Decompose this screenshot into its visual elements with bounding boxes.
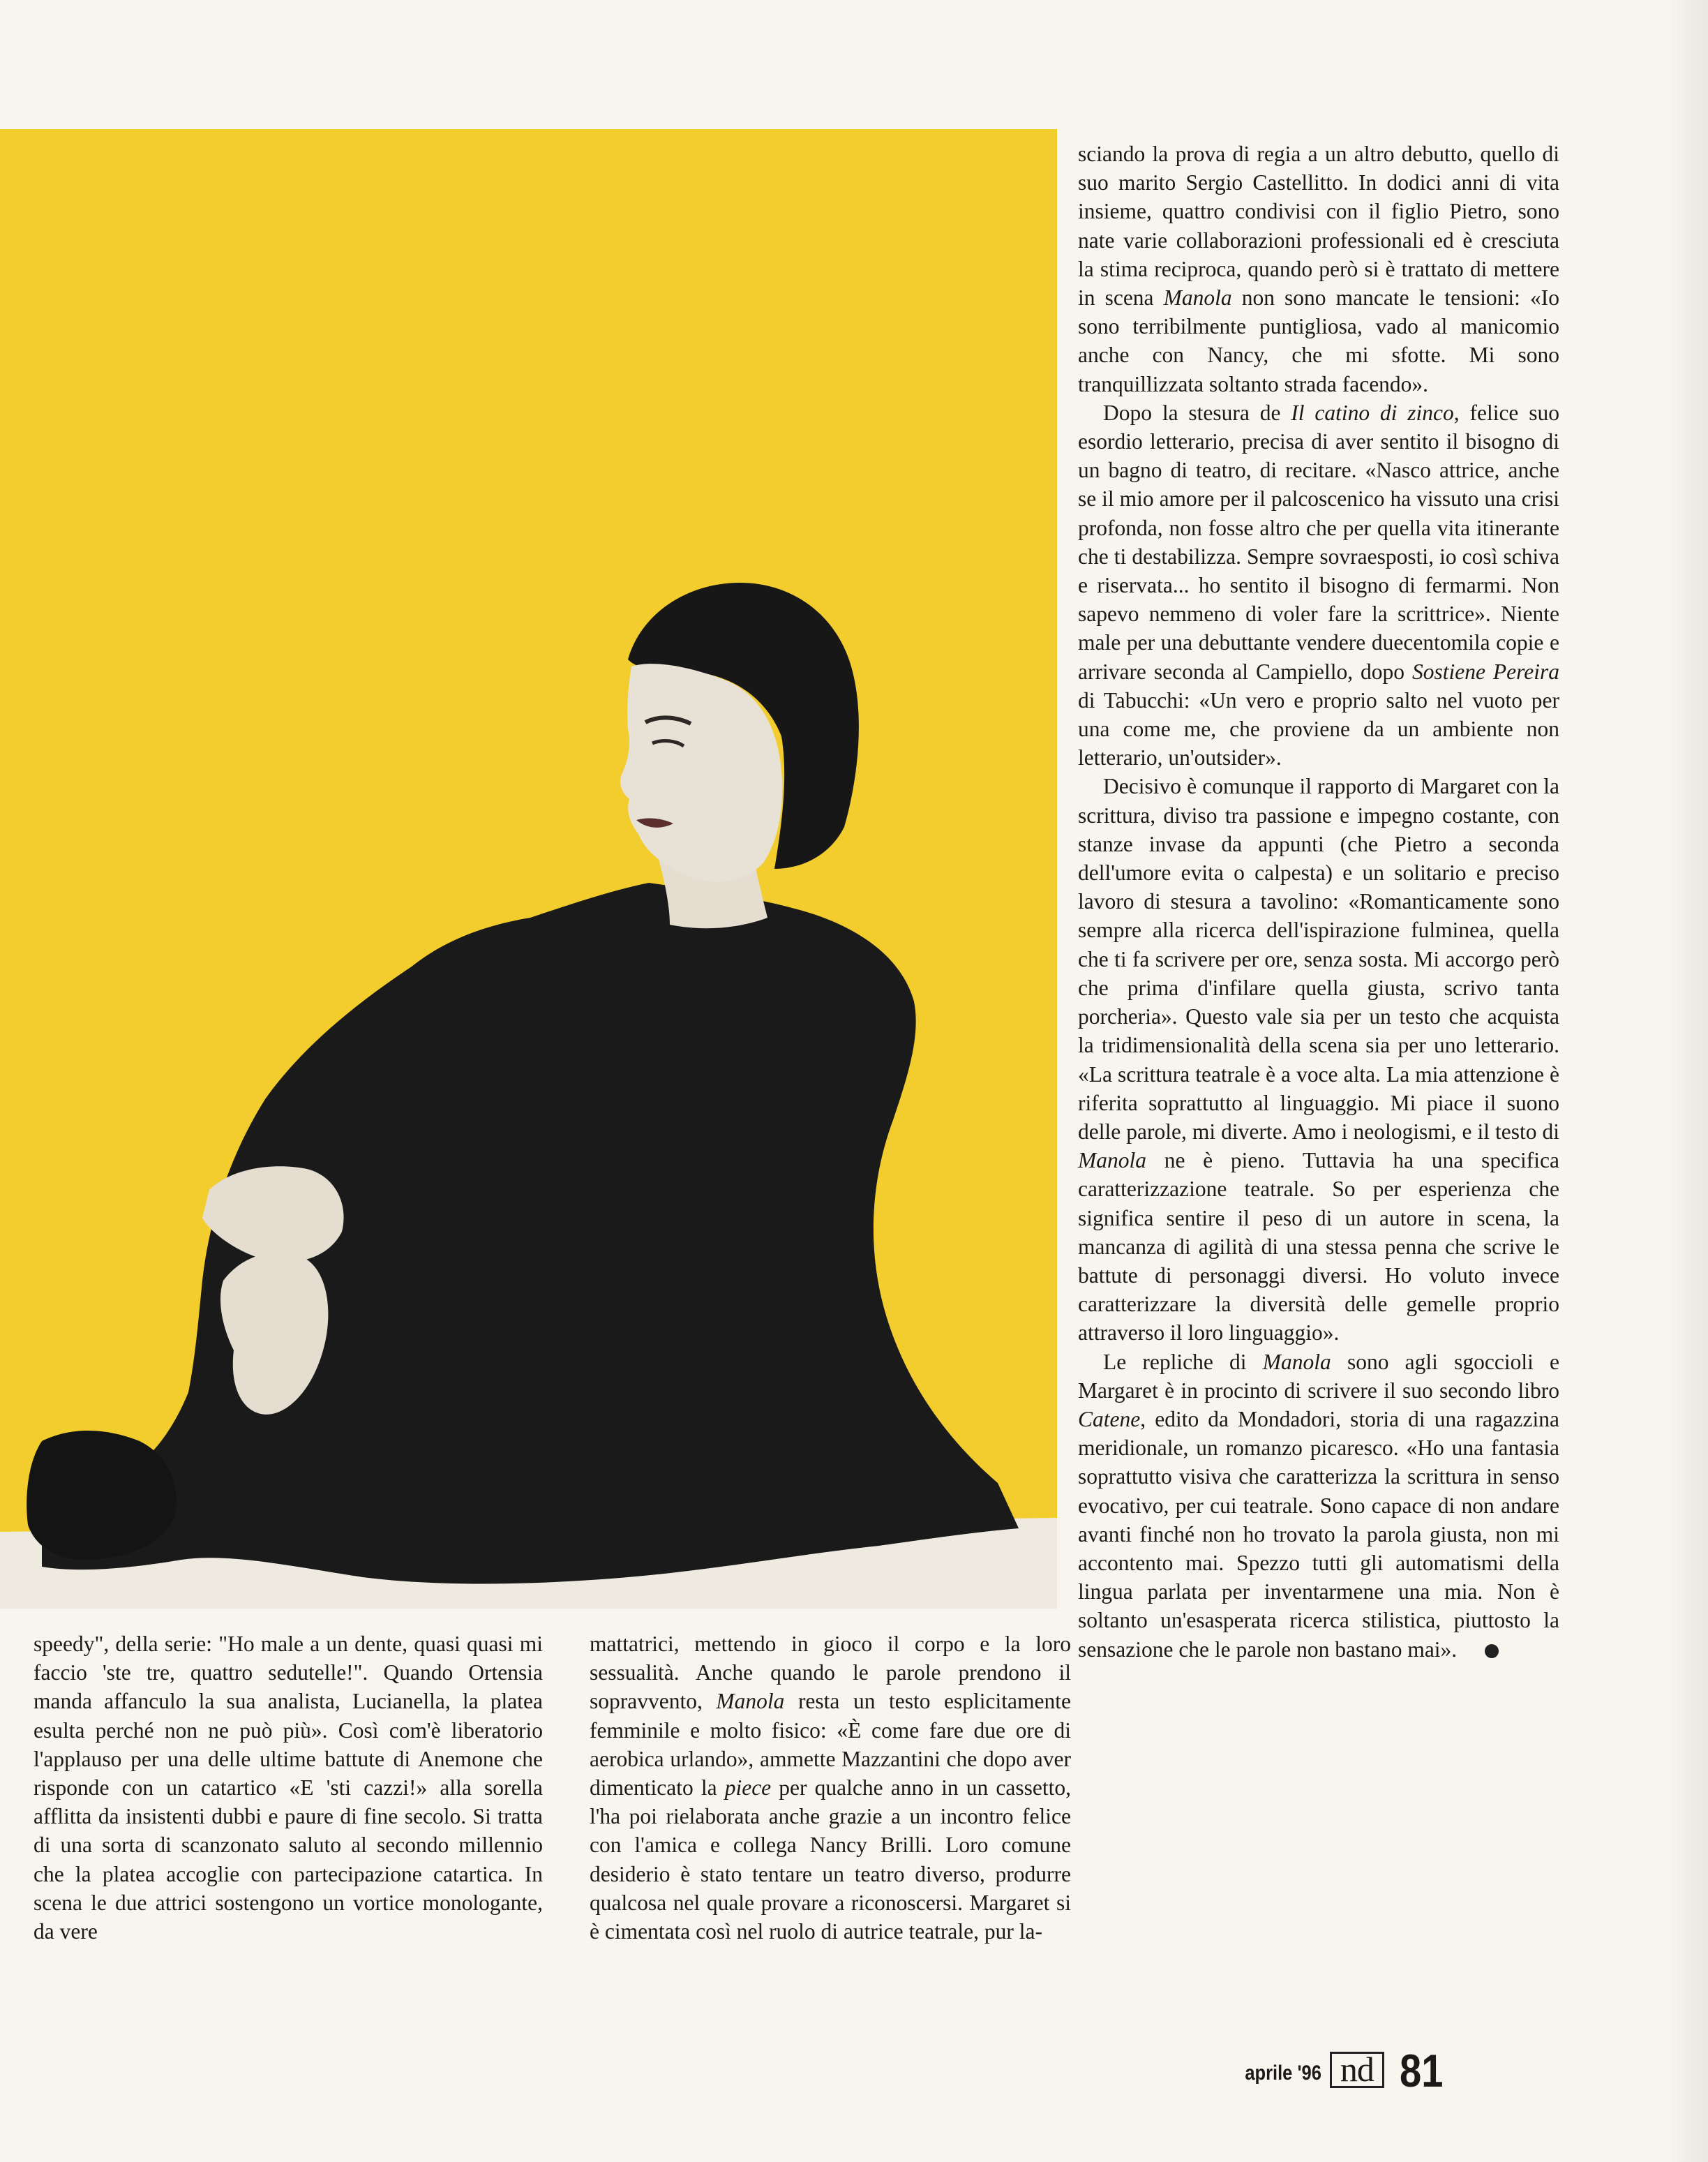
italic-title: Manola (716, 1689, 785, 1714)
page-edge-shadow (1666, 0, 1708, 2162)
text-run: di Tabucchi: «Un vero e proprio salto nel vuoto per una come me, che proviene da un ambiente non letterario, un'outsider». (1078, 687, 1559, 770)
article-paragraph (33, 1630, 543, 1946)
italic-title: Sostiene Pereira (1412, 659, 1559, 684)
article-column-bottom-left (33, 1630, 543, 1946)
italic-title: Manola (1262, 1349, 1331, 1374)
article-column-bottom-middle (590, 1630, 1071, 1946)
italic-title: piece (724, 1775, 772, 1801)
text-run: , felice suo esordio letterario, precisa di aver sentito il bisogno di un bagno di teatro, di recitare. «Nasco attrice, anche se il mio amore per il palcoscenico ha vissuto una crisi profonda, non fosse altro che per quella vita itinerante che ti destabilizza. Sempre sovraesposti, io così schiva e riservata... ho sentito il bisogno di fermarmi. Non sapevo nemmeno di voler fare la scrittrice». Niente male per una debuttante vendere duecentomila copie e arrivare seconda al Campiello, dopo (1078, 400, 1560, 684)
article-column-right (1078, 140, 1559, 1664)
article-paragraph (1078, 772, 1559, 1347)
italic-title: Catene (1078, 1406, 1141, 1431)
text-run: , edito da Mondadori, storia di una ragazzina meridionale, un romanzo picaresco. «Ho una fantasia soprattutto visiva che caratterizza la scrittura in senso evocativo, per cui teatrale. Sono capace di non andare avanti finché non ho trovato la parola giusta, non mi accontento mai. Spezzo tutti gli automatismi della lingua parlata per inventarmene una mia. Non è soltanto un'esasperata ricerca stilistica, piuttosto la sensazione che le parole non bastano mai». (1078, 1406, 1559, 1662)
issue-date: aprile '96 (1245, 2062, 1321, 2085)
text-run: ne è pieno. Tuttavia ha una specifica caratterizzazione teatrale. So per esperienza che significa sentire il peso di un autore in scena, la mancanza di agilità di una stessa penna che scrive le battute di personaggi diversi. Ho voluto invece caratterizzare la diversità delle gemelle proprio attraverso il loro linguaggio». (1078, 1148, 1559, 1345)
page-footer (1231, 2038, 1451, 2094)
article-paragraph (1078, 398, 1559, 773)
article-paragraph (1078, 140, 1559, 398)
article-paragraph (1078, 1348, 1559, 1664)
text-run: speedy", della serie: "Ho male a un dente, quasi quasi mi faccio 'ste tre, quattro sedutelle!". Quando Ortensia manda affanculo la sua analista, Lucianella, la platea esulta perché non ne può più». Così com'è liberatorio l'applauso per una delle ultime battute di Anemone che risponde con un catartico «E 'sti cazzi!» alla sorella afflitta da insistenti dubbi e paure di fine secolo. Si tratta di una sorta di scanzonato saluto al secondo millennio che la platea accoglie con partecipazione catartica. In scena le due attrici sostengono un vortice monologante, da vere (33, 1632, 543, 1944)
text-run: per qualche anno in un cassetto, l'ha poi rielaborata anche grazie a un incontro felice con l'amica e collega Nancy Brilli. Loro comune desiderio è stato tentare un teatro diverso, produrre qualcosa nel quale provare a riconoscersi. Margaret si è cimentata così nel ruolo di autrice teatrale, pur la- (590, 1775, 1071, 1944)
text-run: mattatrici, mettendo in gioco il corpo e la loro sessualità. Anche quando le parole prendono il sopravvento, (590, 1632, 1071, 1714)
text-run: sono agli sgoccioli e Margaret è in procinto di scrivere il suo secondo libro (1078, 1349, 1560, 1403)
text-run: Dopo la stesura de (1103, 400, 1291, 425)
text-run: Decisivo è comunque il rapporto di Margaret con la scrittura, diviso tra passione e impegno costante, con stanze invase da appunti (che Pietro a seconda dell'umore evita o calpesta) e un solitario e preciso lavoro di stesura a tavolino: «Romanticamente sono sempre alla ricerca dell'ispirazione fulminea, quella che ti fa scrivere per ore, senza sosta. Mi accorgo però che prima d'infilare quella giusta, scrivo tanta porcheria». Questo vale sia per un testo che acquista la tridimensionalità della scena sia per uno letterario. «La scrittura teatrale è a voce alta. La mia attenzione è riferita soprattutto al linguaggio. Mi piace il suono delle parole, mi diverte. Amo i neologismi, e il testo di (1078, 774, 1559, 1144)
page-number: 81 (1399, 2045, 1444, 2096)
article-paragraph (590, 1630, 1071, 1946)
portrait-illustration (0, 129, 1057, 1609)
text-run: sciando la prova di regia a un altro debutto, quello di suo marito Sergio Castellitto. In dodici anni di vita insieme, quattro condivisi con il figlio Pietro, sono nate varie collaborazioni professionali ed è cresciuta la stima reciproca, quando però si è trattato di mettere in scena (1078, 142, 1559, 311)
portrait-photo (0, 129, 1057, 1609)
text-run: resta un testo esplicitamente femminile e molto fisico: «È come fare due ore di aerobica urlando», ammette Mazzantini che dopo aver dimenticato la (590, 1689, 1071, 1801)
magazine-logo: nd (1330, 2052, 1384, 2088)
italic-title: Manola (1163, 285, 1232, 311)
italic-title: Il catino di zinco (1291, 400, 1454, 425)
text-run: non sono mancate le tensioni: «Io sono terribilmente puntigliosa, vado al manicomio anche con Nancy, che mi sfotte. Mi sono tranquillizzata soltanto strada facendo». (1078, 285, 1559, 396)
end-of-article-dot-icon (1485, 1644, 1499, 1658)
italic-title: Manola (1078, 1148, 1146, 1173)
text-run: Le repliche di (1103, 1349, 1263, 1374)
